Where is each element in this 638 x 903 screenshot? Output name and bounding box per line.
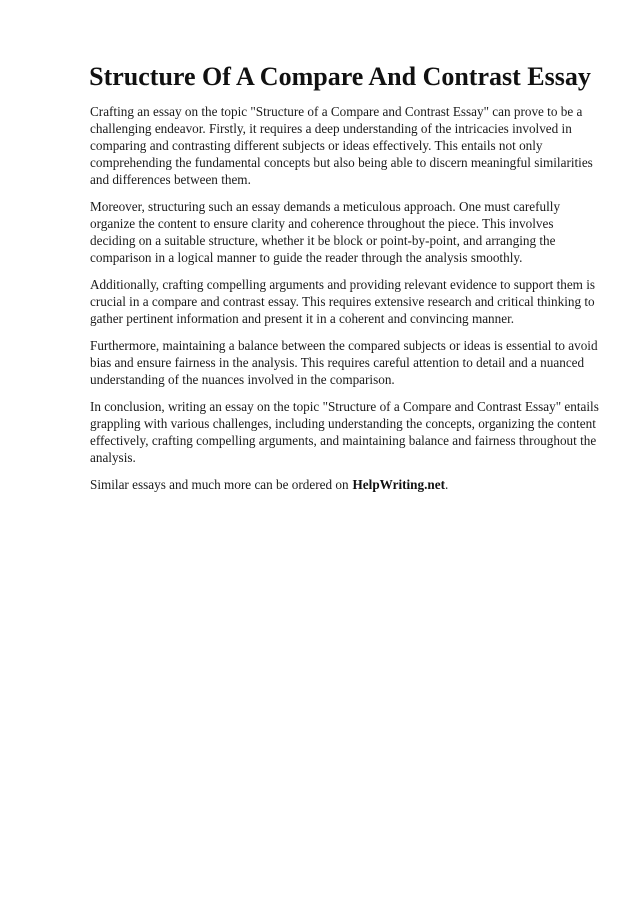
paragraph-arguments: Additionally, crafting compelling arguments and providing relevant evidence to support them is crucial in a compare and contrast essay. This requires extensive research and critical thinking to gather pertinent information and present it in a coherent and convincing manner. (90, 277, 596, 326)
essay-body (90, 103, 600, 503)
paragraph-balance: Furthermore, maintaining a balance between the compared subjects or ideas is essential to avoid bias and ensure fairness in the analysis. This requires careful attention to detail and a nuanced understanding of the nuances involved in the comparison. (90, 338, 598, 387)
footer-period: . (444, 477, 449, 492)
paragraph-structure: Moreover, structuring such an essay demands a meticulous approach. One must carefully organize the content to ensure clarity and coherence throughout the piece. This involves deciding on a suitable structure, whether it be block or point-by-point, and arranging the comparison in a logical manner to guide the reader through the analysis smoothly. (90, 199, 561, 265)
paragraph-intro: Crafting an essay on the topic "Structure of a Compare and Contrast Essay" can prove to be a challenging endeavor. Firstly, it requires a deep understanding of the intricacies involved in comparing and contrasting different subjects or ideas effectively. This entails not only comprehending the fundamental concepts but also being able to discern meaningful similarities and differences between them. (90, 104, 593, 187)
footer-text: Similar essays and much more can be ordered on (90, 477, 349, 492)
helpwriting-link[interactable]: HelpWriting.net (352, 477, 445, 492)
page-title: Structure Of A Compare And Contrast Essay (89, 62, 591, 91)
paragraph-conclusion: In conclusion, writing an essay on the topic "Structure of a Compare and Contrast Essay" entails grappling with various challenges, including understanding the concepts, organizing the content effectively, crafting compelling arguments, and maintaining balance and fairness throughout the analysis. (90, 399, 599, 465)
footer-line (90, 476, 600, 493)
